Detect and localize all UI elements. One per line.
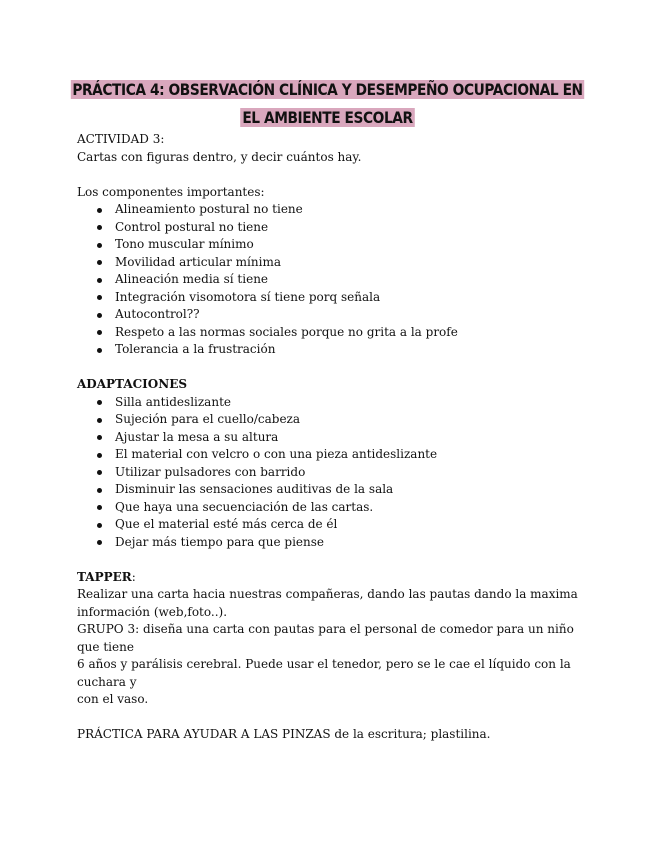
list-item: Silla antideslizante <box>77 394 597 412</box>
tapper-line-1: Realizar una carta hacia nuestras compañeras, dando las pautas dando la maxima <box>77 587 578 601</box>
list-item: Alineamiento postural no tiene <box>77 201 597 219</box>
spacer <box>77 551 597 569</box>
list-item: Tono muscular mínimo <box>77 236 597 254</box>
document-body <box>77 131 597 744</box>
list-item: Disminuir las sensaciones auditivas de la sala <box>77 481 597 499</box>
list-item: Sujeción para el cuello/cabeza <box>77 411 597 429</box>
page-title <box>46 76 609 132</box>
list-item: Movilidad articular mínima <box>77 254 597 272</box>
practice-text: PRÁCTICA PARA AYUDAR A LAS PINZAS de la escritura; plastilina. <box>77 727 491 741</box>
tapper-line-4: 6 años y parálisis cerebral. Puede usar el tenedor, pero se le cae el líquido con la cuchara y <box>77 657 571 689</box>
components-list <box>77 201 597 359</box>
title-line-2: EL AMBIENTE ESCOLAR <box>242 108 413 127</box>
components-intro: Los componentes importantes: <box>77 184 265 199</box>
spacer <box>77 709 597 727</box>
tapper-line-5: con el vaso. <box>77 692 149 706</box>
list-item: Utilizar pulsadores con barrido <box>77 464 597 482</box>
tapper-line-2: información (web,foto..). <box>77 604 228 619</box>
list-item: Tolerancia a la frustración <box>77 341 597 359</box>
list-item: Ajustar la mesa a su altura <box>77 429 597 447</box>
tapper-heading-line <box>77 569 597 587</box>
list-item: Dejar más tiempo para que piense <box>77 534 597 552</box>
tapper-heading: TAPPER <box>77 569 132 584</box>
list-item: Autocontrol?? <box>77 306 597 324</box>
list-item: Control postural no tiene <box>77 219 597 237</box>
list-item: El material con velcro o con una pieza antideslizante <box>77 446 597 464</box>
title-line-1: PRÁCTICA 4: OBSERVACIÓN CLÍNICA Y DESEMPEÑO OCUPACIONAL EN <box>72 80 583 99</box>
list-item: Que haya una secuenciación de las cartas. <box>77 499 597 517</box>
adaptations-heading: ADAPTACIONES <box>77 377 188 391</box>
tapper-colon: : <box>131 569 136 584</box>
list-item: Alineación media sí tiene <box>77 271 597 289</box>
spacer <box>77 359 597 377</box>
spacer <box>77 166 597 184</box>
activity-description: Cartas con figuras dentro, y decir cuántos hay. <box>77 149 362 164</box>
tapper-line-3: GRUPO 3: diseña una carta con pautas para el personal de comedor para un niño que tiene <box>77 622 574 654</box>
list-item: Respeto a las normas sociales porque no grita a la profe <box>77 324 597 342</box>
activity-label: ACTIVIDAD 3: <box>77 132 165 146</box>
adaptations-list <box>77 394 597 552</box>
list-item: Que el material esté más cerca de él <box>77 516 597 534</box>
list-item: Integración visomotora sí tiene porq señala <box>77 289 597 307</box>
